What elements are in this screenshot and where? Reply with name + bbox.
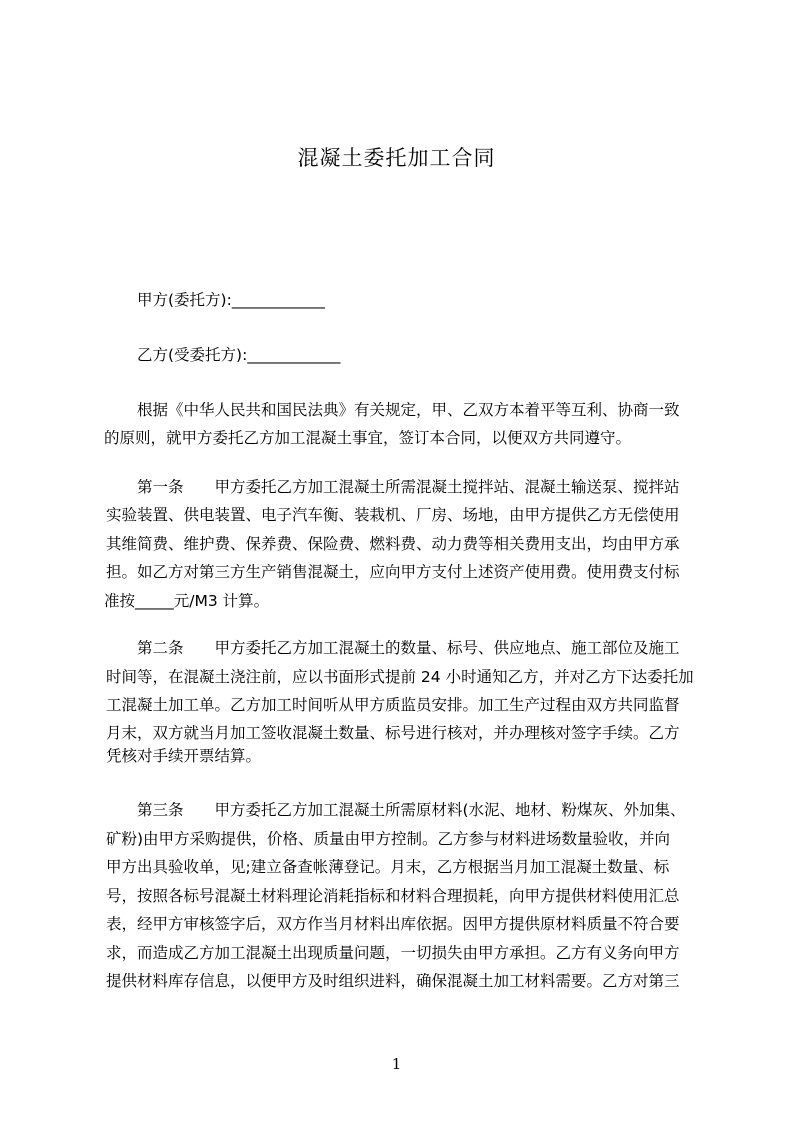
article3-line: 第三条 甲方委托乙方加工混凝土所需原材料(水泥、地材、粉煤灰、外加集、 xyxy=(137,801,686,819)
article3-line: 求，而造成乙方加工混凝土出现质量问题，一切损失由甲方承担。乙方有义务向甲方 xyxy=(106,944,680,962)
article3-line: 甲方出具验收单，见;建立备查帐薄登记。月末，乙方根据当月加工混凝土数量、标 xyxy=(106,858,670,876)
article1-line: 实验装置、供电装置、电子汽车衡、装栽机、厂房、场地，由甲方提供乙方无偿使用 xyxy=(106,506,680,524)
article3-line: 矿粉)由甲方采购提供，价格、质量由甲方控制。乙方参与材料进场数量验收，并向 xyxy=(106,830,671,848)
page-number: 1 xyxy=(391,1055,402,1073)
article2-line: 第二条 甲方委托乙方加工混凝土的数量、标号、供应地点、施工部位及施工 xyxy=(137,639,680,657)
article3-line: 号，按照各标号混凝土材料理论消耗指标和材料合理损耗，向甲方提供材料使用汇总 xyxy=(106,887,680,905)
party-b-line: 乙方(受委托方):____________ xyxy=(137,346,341,364)
article1-line: 担。如乙方对第三方生产销售混凝土，应向甲方支付上述资产使用费。使用费支付标 xyxy=(106,563,680,581)
article1-line: 第一条 甲方委托乙方加工混凝土所需混凝土搅拌站、混凝土输送泵、搅拌站 xyxy=(137,478,680,496)
article2-line: 时间等，在混凝土浇注前，应以书面形式提前 24 小时通知乙方，并对乙方下达委托加 xyxy=(106,668,694,686)
party-a-line: 甲方(委托方):____________ xyxy=(137,291,325,309)
article3-line: 提供材料库存信息，以便甲方及时组织进料，确保混凝土加工材料需要。乙方对第三 xyxy=(106,972,680,990)
article3-line: 表，经甲方审核签字后，双方作当月材料出库依据。因甲方提供原材料质量不符合要 xyxy=(106,915,680,933)
article1-line: 准按_____元/M3 计算。 xyxy=(104,592,270,610)
article1-line: 其维简费、维护费、保养费、保险费、燃料费、动力费等相关费用支出，均由甲方承 xyxy=(106,535,680,553)
article2-line: 凭核对手续开票结算。 xyxy=(106,747,262,765)
document-title: 混凝土委托加工合同 xyxy=(297,146,496,170)
preamble-line: 根据《中华人民共和国民法典》有关规定，甲、乙双方本着平等互利、协商一致 xyxy=(137,401,680,419)
article2-line: 月末，双方就当月加工签收混凝土数量、标号进行核对，并办理核对签字手续。乙方 xyxy=(106,724,680,742)
preamble-line: 的原则，就甲方委托乙方加工混凝土事宜，签订本合同，以便双方共同遵守。 xyxy=(104,429,632,447)
article2-line: 工混凝土加工单。乙方加工时间听从甲方质监员安排。加工生产过程由双方共同监督 xyxy=(106,696,680,714)
